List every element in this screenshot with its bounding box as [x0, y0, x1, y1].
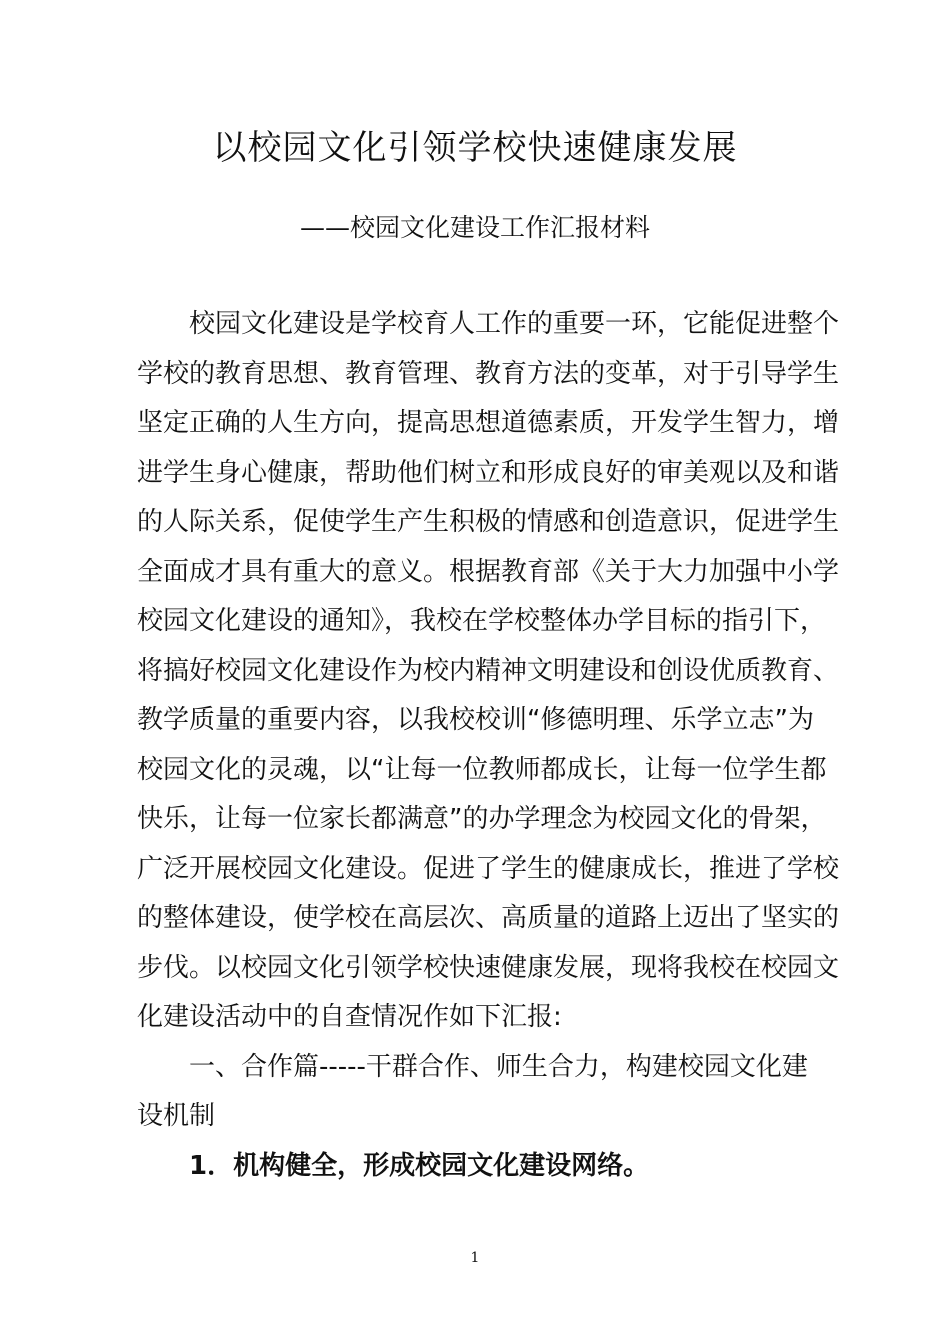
text-line: 全面成才具有重大的意义。根据教育部《关于大力加强中小学	[137, 556, 840, 587]
text-line: 化建设活动中的自查情况作如下汇报:	[137, 1002, 562, 1032]
text-line: 校园文化的灵魂，以“让每一位教师都成长，让每一位学生都	[137, 754, 827, 785]
text-line: 坚定正确的人生方向，提高思想道德素质，开发学生智力，增	[137, 408, 840, 438]
body-text	[137, 300, 840, 1191]
text-line: 教学质量的重要内容，以我校校训“修德明理、乐学立志”为	[137, 705, 814, 735]
text-line: 快乐，让每一位家长都满意”的办学理念为校园文化的骨架，	[137, 804, 827, 834]
text-line: 的人际关系，促使学生产生积极的情感和创造意识，促进学生	[137, 507, 840, 537]
text-line: 学校的教育思想、教育管理、教育方法的变革，对于引导学生	[137, 358, 840, 389]
document-title: 以校园文化引领学校快速健康发展	[212, 128, 738, 168]
text-line: 进学生身心健康，帮助他们树立和形成良好的审美观以及和谐	[137, 457, 840, 488]
text-line: 广泛开展校园文化建设。促进了学生的健康成长，推进了学校	[137, 853, 840, 884]
section-heading: 1．机构健全，形成校园文化建设网络。	[189, 1150, 650, 1181]
text-line: 一、合作篇-----干群合作、师生合力，构建校园文化建	[189, 1051, 808, 1082]
text-line: 校园文化建设的通知》，我校在学校整体办学目标的指引下，	[137, 606, 827, 636]
text-line: 的整体建设，使学校在高层次、高质量的道路上迈出了坚实的	[137, 903, 840, 933]
document-subtitle: ——校园文化建设工作汇报材料	[299, 213, 650, 242]
text-line: 步伐。以校园文化引领学校快速健康发展，现将我校在校园文	[137, 952, 840, 983]
text-line: 设机制	[137, 1101, 216, 1131]
text-line: 校园文化建设是学校育人工作的重要一环，它能促进整个	[189, 309, 840, 339]
page-number: 1	[470, 1250, 480, 1266]
text-line: 将搞好校园文化建设作为校内精神文明建设和创设优质教育、	[137, 655, 840, 686]
